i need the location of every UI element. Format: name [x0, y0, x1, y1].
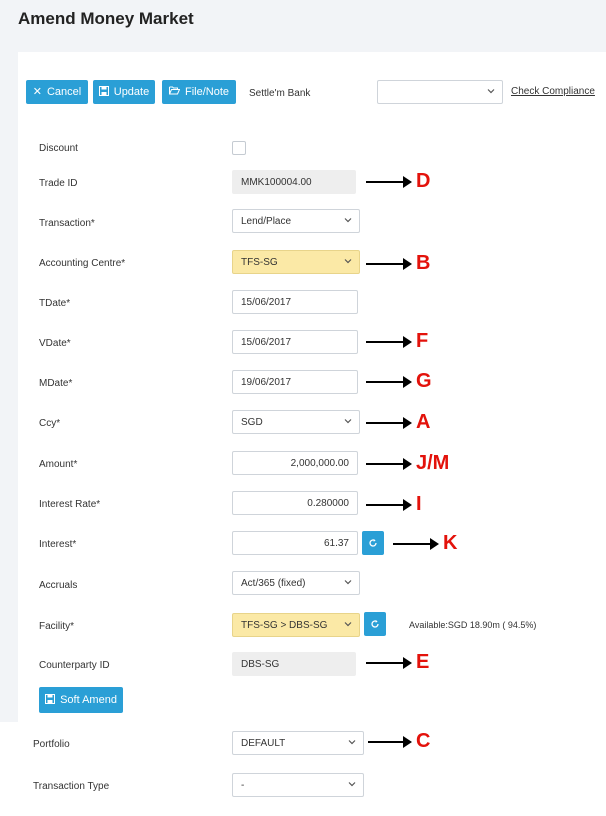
transaction-type-value: - [241, 779, 245, 791]
interest-label: Interest* [39, 539, 77, 550]
amount-label: Amount* [39, 459, 78, 470]
accruals-label: Accruals [39, 580, 78, 591]
amount-input[interactable] [232, 451, 358, 475]
portfolio-value: DEFAULT [241, 737, 286, 749]
folder-open-icon [169, 86, 180, 98]
file-note-button-label: File/Note [184, 86, 230, 98]
chevron-down-icon [348, 780, 356, 788]
save-icon [99, 86, 109, 99]
ccy-value: SGD [241, 416, 263, 428]
annotation-arrow-c [368, 741, 410, 743]
interest-value: 61.37 [323, 537, 349, 549]
annotation-arrow-jm [366, 463, 410, 465]
discount-checkbox[interactable] [232, 141, 246, 155]
portfolio-label: Portfolio [33, 739, 70, 750]
recalculate-interest-button[interactable] [362, 531, 384, 555]
amount-value: 2,000,000.00 [290, 457, 349, 469]
chevron-down-icon [344, 257, 352, 265]
counterparty-id-value: DBS-SG [241, 658, 280, 670]
interest-input[interactable] [232, 531, 358, 555]
accounting-centre-label: Accounting Centre* [39, 258, 126, 269]
counterparty-id-label: Counterparty ID [39, 660, 110, 671]
update-button-label: Update [113, 86, 150, 98]
tdate-value: 15/06/2017 [241, 296, 292, 308]
annotation-d: D [416, 170, 431, 192]
save-icon [45, 694, 55, 707]
interest-rate-value: 0.280000 [307, 497, 349, 509]
annotation-e: E [416, 651, 430, 673]
vdate-label: VDate* [39, 338, 71, 349]
transaction-label: Transaction* [39, 218, 95, 229]
annotation-arrow-e [366, 662, 410, 664]
annotation-a: A [416, 411, 431, 433]
tdate-label: TDate* [39, 298, 71, 309]
soft-amend-button-label: Soft Amend [60, 694, 117, 706]
facility-available-text: Available:SGD 18.90m ( 94.5%) [409, 620, 537, 630]
chevron-down-icon [344, 578, 352, 586]
settlem-bank-label: Settle'm Bank [249, 88, 311, 99]
annotation-jm: J/M [416, 452, 450, 474]
annotation-c: C [416, 730, 431, 752]
annotation-f: F [416, 330, 429, 352]
chevron-down-icon [487, 87, 495, 95]
annotation-arrow-k [393, 543, 437, 545]
annotation-arrow-f [366, 341, 410, 343]
cancel-button-label: Cancel [46, 86, 82, 98]
transaction-type-label: Transaction Type [33, 781, 110, 792]
soft-amend-button[interactable] [39, 687, 123, 713]
accruals-value: Act/365 (fixed) [241, 577, 306, 589]
chevron-down-icon [344, 620, 352, 628]
update-button[interactable] [93, 80, 155, 104]
annotation-b: B [416, 252, 431, 274]
close-icon: ✕ [32, 85, 42, 98]
annotation-k: K [443, 532, 458, 554]
page-title: Amend Money Market [18, 9, 194, 28]
annotation-i: I [416, 493, 422, 515]
accruals-select[interactable] [232, 571, 360, 595]
discount-label: Discount [39, 143, 78, 154]
chevron-down-icon [348, 738, 356, 746]
check-compliance-link[interactable]: Check Compliance [511, 86, 595, 97]
cancel-button[interactable] [26, 80, 88, 104]
trade-id-field [232, 170, 356, 194]
accounting-centre-value: TFS-SG [241, 256, 278, 268]
vdate-value: 15/06/2017 [241, 336, 292, 348]
tdate-input[interactable] [232, 290, 358, 314]
trade-id-label: Trade ID [39, 178, 78, 189]
annotation-arrow-a [366, 422, 410, 424]
interest-rate-input[interactable] [232, 491, 358, 515]
page-side-bg [0, 52, 18, 722]
settlem-bank-select[interactable] [377, 80, 503, 104]
mdate-label: MDate* [39, 378, 73, 389]
refresh-facility-button[interactable] [364, 612, 386, 636]
portfolio-select[interactable] [232, 731, 364, 755]
interest-rate-label: Interest Rate* [39, 499, 101, 510]
refresh-icon [368, 538, 378, 548]
file-note-button[interactable] [162, 80, 236, 104]
trade-id-value: MMK100004.00 [241, 176, 312, 188]
mdate-value: 19/06/2017 [241, 376, 292, 388]
chevron-down-icon [344, 216, 352, 224]
facility-label: Facility* [39, 621, 75, 632]
counterparty-id-field [232, 652, 356, 676]
facility-select[interactable] [232, 613, 360, 637]
annotation-arrow-b [366, 263, 410, 265]
mdate-input[interactable] [232, 370, 358, 394]
chevron-down-icon [344, 417, 352, 425]
annotation-arrow-g [366, 381, 410, 383]
annotation-g: G [416, 370, 432, 392]
facility-value: TFS-SG > DBS-SG [241, 619, 328, 631]
transaction-type-select[interactable] [232, 773, 364, 797]
refresh-icon [370, 619, 380, 629]
accounting-centre-select[interactable] [232, 250, 360, 274]
vdate-input[interactable] [232, 330, 358, 354]
ccy-select[interactable] [232, 410, 360, 434]
annotation-arrow-i [366, 504, 410, 506]
transaction-value: Lend/Place [241, 215, 292, 227]
ccy-label: Ccy* [39, 418, 61, 429]
annotation-arrow-d [366, 181, 410, 183]
transaction-select[interactable] [232, 209, 360, 233]
